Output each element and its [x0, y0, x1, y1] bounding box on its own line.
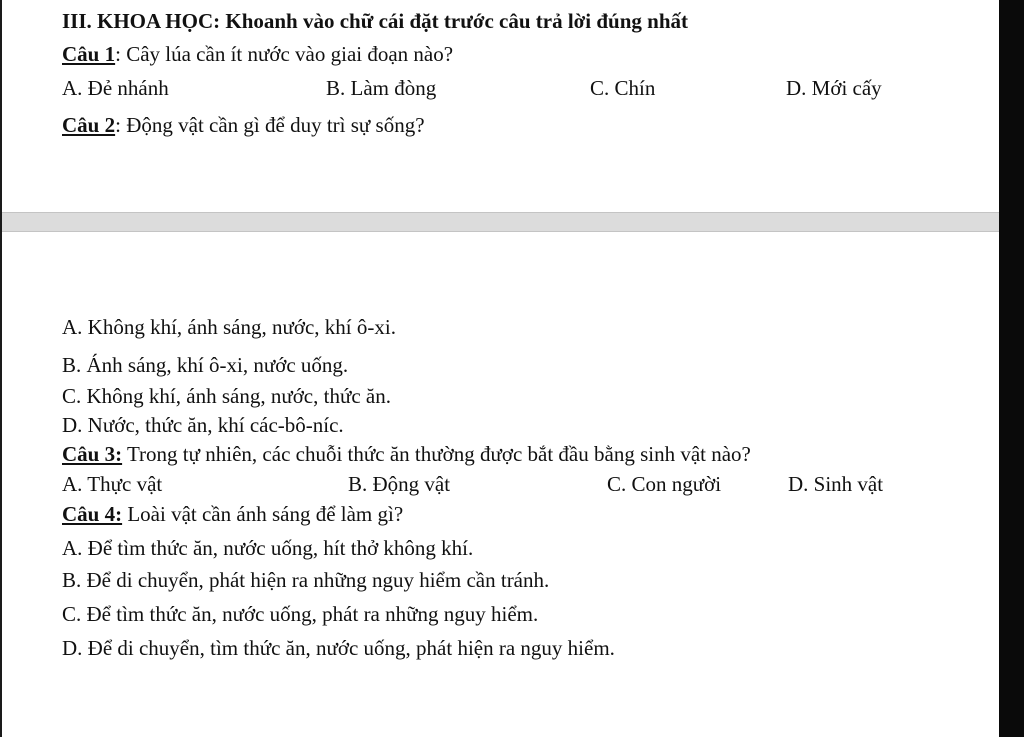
q2-option-d[interactable]: D. Nước, thức ăn, khí các-bô-níc. [62, 413, 344, 437]
q2-option-b[interactable]: B. Ánh sáng, khí ô-xi, nước uống. [62, 353, 349, 377]
page-break-gap [2, 212, 999, 232]
question-2 [62, 113, 425, 137]
q2-option-a[interactable]: A. Không khí, ánh sáng, nước, khí ô-xi. [62, 315, 396, 339]
q3-option-b[interactable]: B. Động vật [348, 472, 451, 496]
q4-option-b[interactable]: B. Để di chuyển, phát hiện ra những nguy hiểm cần tránh. [62, 568, 550, 592]
q3-option-d[interactable]: D. Sinh vật [788, 472, 884, 496]
q2-option-c[interactable]: C. Không khí, ánh sáng, nước, thức ăn. [62, 384, 391, 408]
section-title: III. KHOA HỌC: Khoanh vào chữ cái đặt trước câu trả lời đúng nhất [62, 9, 689, 33]
left-page-edge [0, 0, 2, 737]
question-4-text: Loài vật cần ánh sáng để làm gì? [127, 502, 404, 526]
question-1 [62, 42, 453, 66]
right-window-frame [999, 0, 1024, 737]
question-2-suffix: : [115, 113, 127, 137]
q4-option-a[interactable]: A. Để tìm thức ăn, nước uống, hít thở không khí. [62, 536, 474, 560]
q1-option-c[interactable]: C. Chín [590, 76, 656, 100]
question-3-text: Trong tự nhiên, các chuỗi thức ăn thường được bắt đầu bằng sinh vật nào? [126, 442, 751, 466]
q1-option-a[interactable]: A. Đẻ nhánh [62, 76, 169, 100]
q1-option-b[interactable]: B. Làm đòng [326, 76, 437, 100]
q1-option-d[interactable]: D. Mới cấy [786, 76, 882, 100]
q4-option-c[interactable]: C. Để tìm thức ăn, nước uống, phát ra những nguy hiểm. [62, 602, 539, 626]
question-3-label: Câu 3: [62, 442, 123, 466]
q4-option-d[interactable]: D. Để di chuyển, tìm thức ăn, nước uống, phát hiện ra nguy hiểm. [62, 636, 615, 660]
question-1-suffix: : [115, 42, 127, 66]
question-1-label: Câu 1 [62, 42, 116, 66]
question-2-text: Động vật cần gì để duy trì sự sống? [126, 113, 425, 137]
question-2-label: Câu 2 [62, 113, 116, 137]
question-4 [62, 502, 403, 526]
question-3 [62, 442, 751, 466]
q3-option-a[interactable]: A. Thực vật [62, 472, 163, 496]
q3-option-c[interactable]: C. Con người [607, 472, 722, 496]
question-1-text: Cây lúa cần ít nước vào giai đoạn nào? [126, 42, 454, 66]
question-4-label: Câu 4: [62, 502, 123, 526]
